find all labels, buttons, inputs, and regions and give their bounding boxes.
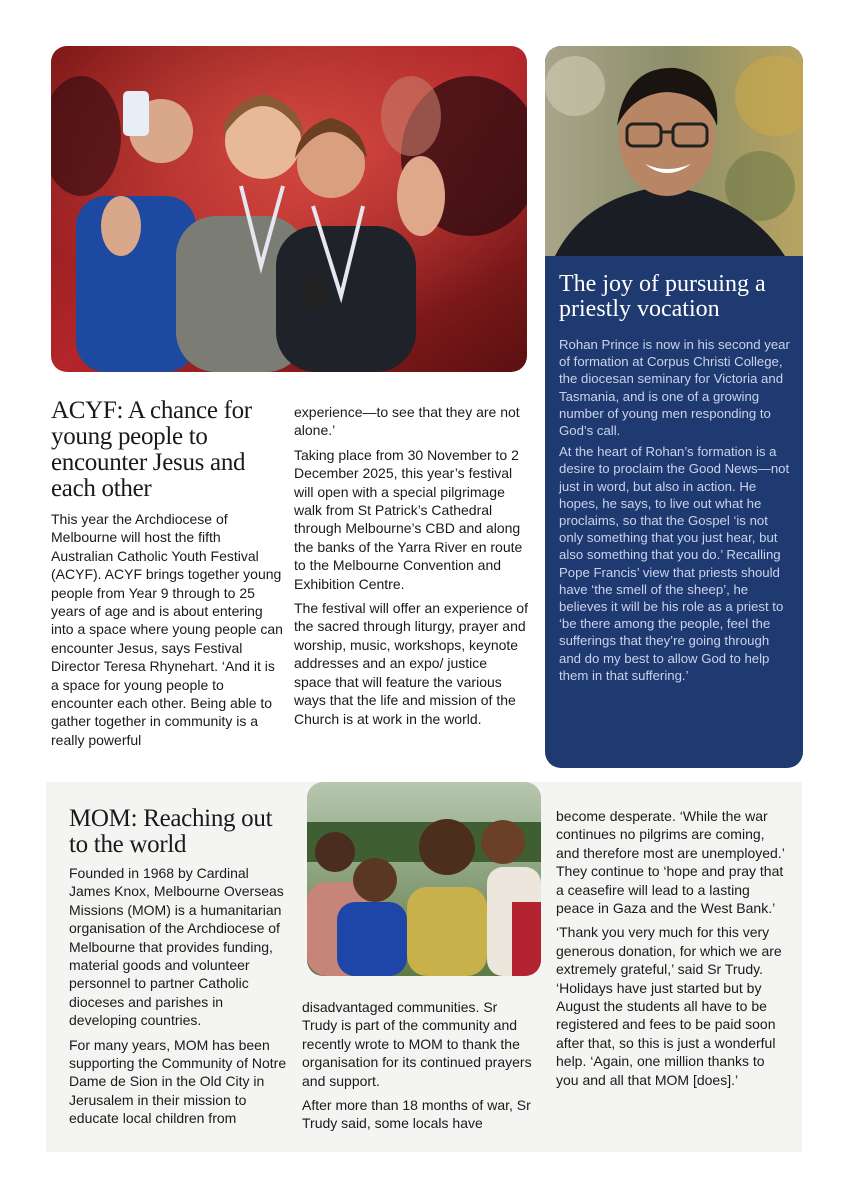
mom-paragraph: For many years, MOM has been supporting the Community of Notre Dame de Sion in the Old City in Jerusalem in their mission to educate local children from [69, 1036, 287, 1127]
mom-paragraph: Founded in 1968 by Cardinal James Knox, Melbourne Overseas Missions (MOM) is a humanitarian organisation of the Archdiocese of Melbourne that provides funding, material goods and volunteer personnel to partner Catholic dioceses and parishes in developing countries. [69, 865, 284, 1029]
acyf-photo [51, 46, 527, 372]
mom-column-1 [69, 864, 291, 1134]
mom-children-photo [307, 782, 541, 976]
vocation-paragraph: At the heart of Rohan’s formation is a desire to proclaim the Good News—not just in word, but also in action. He hopes, he says, to live out what he proclaims, so that the Gospel ‘is not only something that you just hear, but also something that you do.’ Recalling Pope Francis’ view that priests should have ‘the smell of the sheep’, he believes it will be his role as a priest to ‘be there among the people, feel the sufferings that they’re going through and do my best to allow God to help them in that suffering.’ [559, 444, 790, 683]
vocation-heading: The joy of pursuing a priestly vocation [559, 271, 766, 322]
acyf-paragraph: The festival will offer an experience of the sacred through liturgy, prayer and worship, music, workshops, keynote addresses and an expo/ justice space that will feature the various ways that the life and mission of the Church is at work in the world. [294, 600, 528, 727]
mom-column-3 [556, 807, 790, 1095]
rohan-photo [545, 46, 803, 256]
mom-paragraph: After more than 18 months of war, Sr Trudy said, some locals have [302, 1097, 531, 1132]
acyf-heading: ACYF: A chance for young people to encounter Jesus and each other [51, 397, 252, 502]
vocation-paragraph: Rohan Prince is now in his second year of formation at Corpus Christi College, the diocesan seminary for Victoria and Tasmania, and is one of a growing number of young men responding to God’s call. [559, 337, 790, 439]
mom-paragraph: ‘Thank you very much for this very generous donation, for which we are extremely grateful,’ said Sr Trudy. ‘Holidays have just started but by August the students all have to be registered and fees to be paid soon after that, so this is just a wonderful help. ‘Again, one million thanks to you and all that MOM [does].’ [556, 924, 782, 1088]
acyf-column-2 [294, 403, 528, 734]
acyf-paragraph: This year the Archdiocese of Melbourne will host the fifth Australian Catholic Youth Festival (ACYF). ACYF brings together young people from Year 9 through to 25 years of age and is about entering into a space where young people can encounter Jesus, says Festival Director Teresa Rhynehart. ‘And it is a space for young people to encounter each other. Being able to gather together in community is a really powerful [51, 511, 283, 748]
mom-paragraph: disadvantaged communities. Sr Trudy is part of the community and recently wrote to MOM to thank the organisation for its continued prayers and support. [302, 999, 532, 1089]
acyf-paragraph: Taking place from 30 November to 2 December 2025, this year’s festival will open with a special pilgrimage walk from St Patrick’s Cathedral through Melbourne’s CBD and along the banks of the Yarra River en route to the Melbourne Convention and Exhibition Centre. [294, 446, 523, 592]
vocation-sidebar [545, 46, 803, 768]
mom-column-2 [302, 998, 536, 1139]
acyf-paragraph: experience—to see that they are not alone.’ [294, 404, 520, 439]
mom-paragraph: become desperate. ‘While the war continues no pilgrims are coming, and therefore most are unemployed.’ They continue to ‘hope and pray that a ceasefire will lead to a lasting peace in Gaza and the West Bank.’ [556, 808, 785, 917]
mom-heading: MOM: Reaching out to the world [69, 805, 273, 858]
acyf-column-1 [51, 510, 285, 755]
vocation-body [559, 336, 793, 688]
